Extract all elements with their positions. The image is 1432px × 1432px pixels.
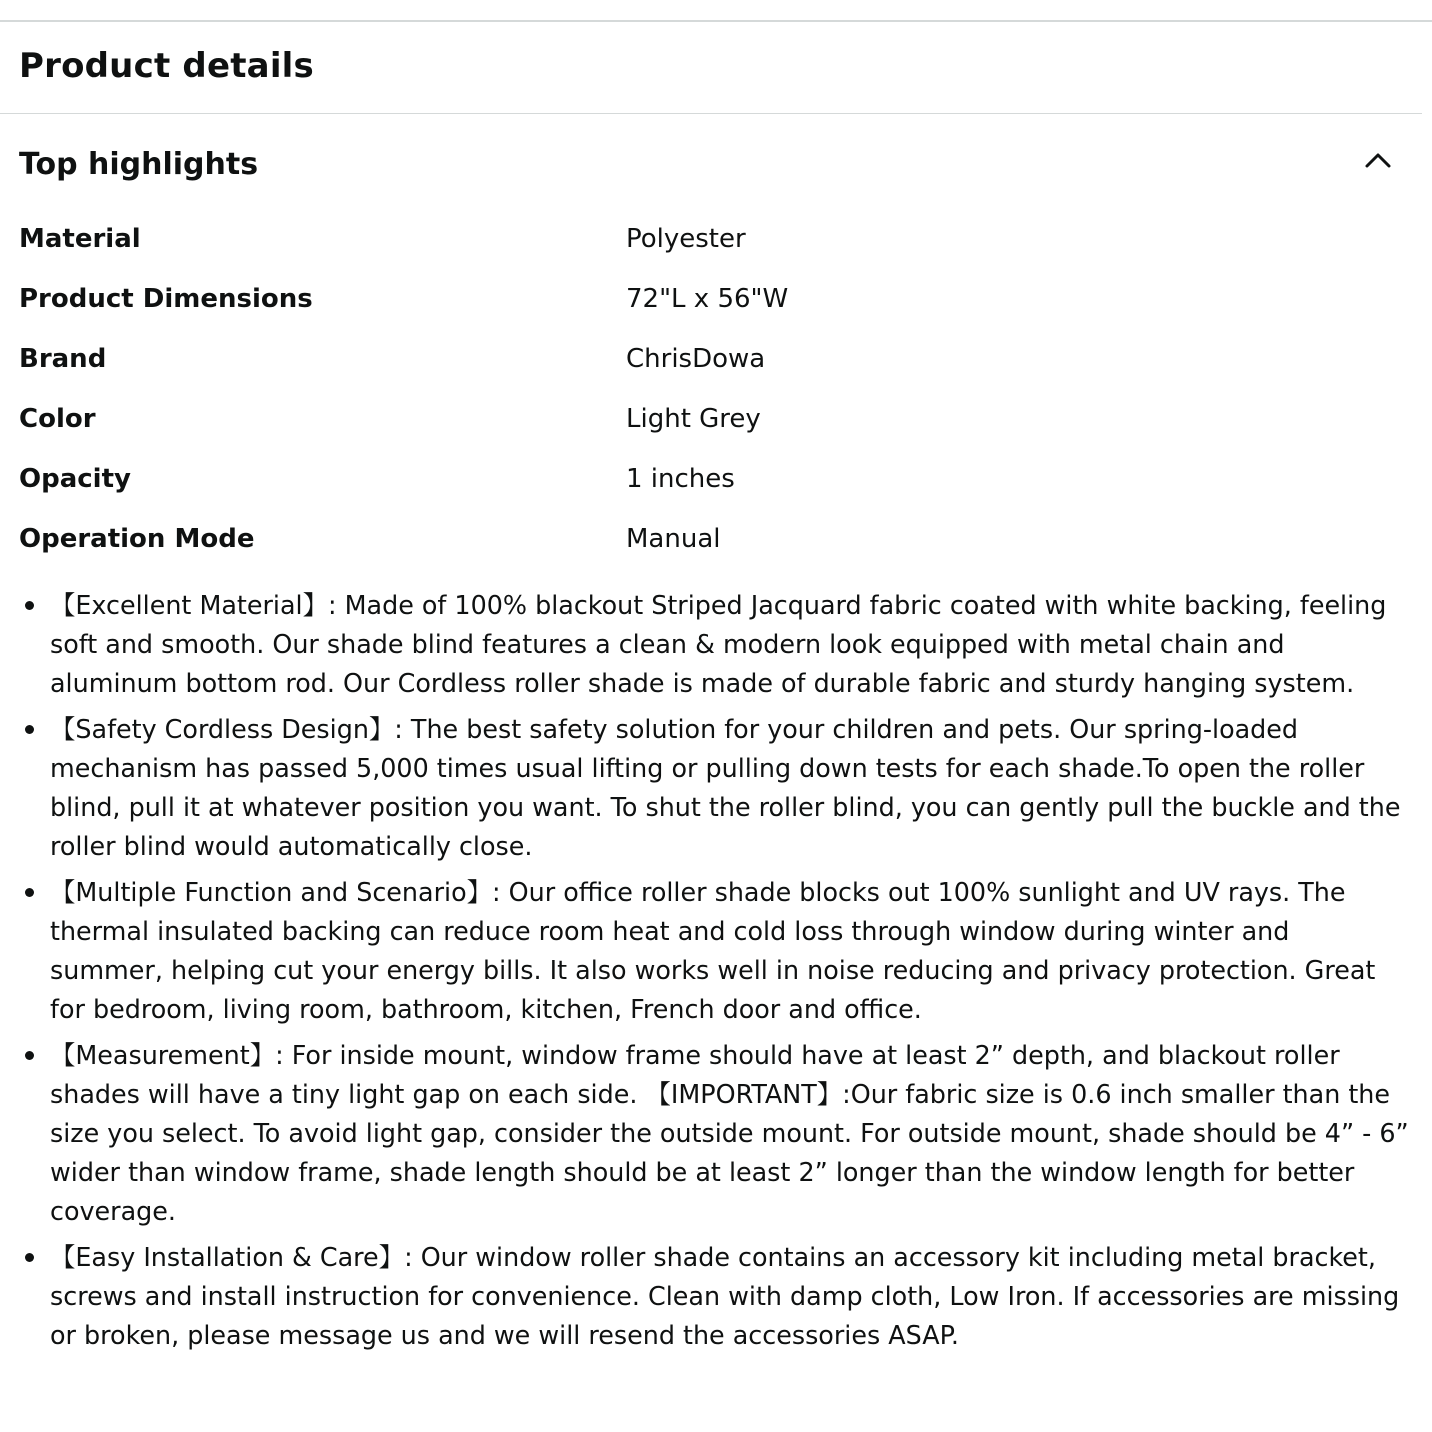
feature-bullet-text: 【Excellent Material】: Made of 100% blackout Striped Jacquard fabric coated with white backing, feeling soft and smooth. Our shade blind features a clean & modern look equipped with metal chain and aluminum bottom rod. Our Cordless roller shade is made of durable fabric and sturdy hanging system. <box>50 590 1387 698</box>
feature-bullet <box>0 710 1410 866</box>
spec-label: Operation Mode <box>19 524 255 554</box>
feature-bullet-text: 【Measurement】: For inside mount, window frame should have at least 2” depth, and blackout roller shades will have a tiny light gap on each side. 【IMPORTANT】:Our fabric size is 0.6 inch smaller than the size you select. To avoid light gap, consider the outside mount. For outside mount, shade should be 4” - 6” wider than window frame, shade length should be at least 2” longer than the window length for better coverage. <box>50 1040 1409 1226</box>
spec-label: Color <box>19 404 96 434</box>
spec-label: Opacity <box>19 464 131 494</box>
bullet-dot-icon <box>25 1051 34 1060</box>
collapse-section-button[interactable] <box>1358 140 1398 180</box>
feature-bullet <box>0 586 1410 703</box>
chevron-up-icon <box>1364 151 1392 169</box>
spec-label: Brand <box>19 344 107 374</box>
spec-value: ChrisDowa <box>626 344 766 374</box>
spec-row-opacity <box>19 449 1399 509</box>
section-title-top-highlights: Top highlights <box>19 147 259 182</box>
spec-value: Manual <box>626 524 721 554</box>
spec-row-material <box>19 209 1399 269</box>
bullet-dot-icon <box>25 1253 34 1262</box>
bullet-dot-icon <box>25 725 34 734</box>
spec-row-brand <box>19 329 1399 389</box>
top-divider <box>0 20 1432 22</box>
bullet-dot-icon <box>25 601 34 610</box>
spec-value: Polyester <box>626 224 746 254</box>
spec-row-color <box>19 389 1399 449</box>
spec-row-product-dimensions <box>19 269 1399 329</box>
feature-bullet-text: 【Multiple Function and Scenario】: Our office roller shade blocks out 100% sunlight and UV rays. The thermal insulated backing can reduce room heat and cold loss through window during winter and summer, helping cut your energy bills. It also works well in noise reducing and privacy protection. Great for bedroom, living room, bathroom, kitchen, French door and office. <box>50 877 1376 1024</box>
spec-value: Light Grey <box>626 404 761 434</box>
spec-label: Material <box>19 224 141 254</box>
feature-bullet-text: 【Easy Installation & Care】: Our window roller shade contains an accessory kit including metal bracket, screws and install instruction for convenience. Clean with damp cloth, Low Iron. If accessories are missing or broken, please message us and we will resend the accessories ASAP. <box>50 1242 1400 1350</box>
bullet-dot-icon <box>25 888 34 897</box>
feature-bullet <box>0 1036 1410 1231</box>
page-title: Product details <box>19 46 314 86</box>
spec-value: 72"L x 56"W <box>626 284 789 314</box>
spec-row-operation-mode <box>19 509 1399 569</box>
feature-bullet <box>0 873 1410 1029</box>
spec-table <box>19 209 1399 569</box>
header-divider <box>0 113 1422 114</box>
feature-bullet-list <box>0 586 1410 1362</box>
feature-bullet-text: 【Safety Cordless Design】: The best safety solution for your children and pets. Our spring-loaded mechanism has passed 5,000 times usual lifting or pulling down tests for each shade.To open the roller blind, pull it at whatever position you want. To shut the roller blind, you can gently pull the buckle and the roller blind would automatically close. <box>50 714 1401 861</box>
feature-bullet <box>0 1238 1410 1355</box>
spec-value: 1 inches <box>626 464 735 494</box>
spec-label: Product Dimensions <box>19 284 313 314</box>
